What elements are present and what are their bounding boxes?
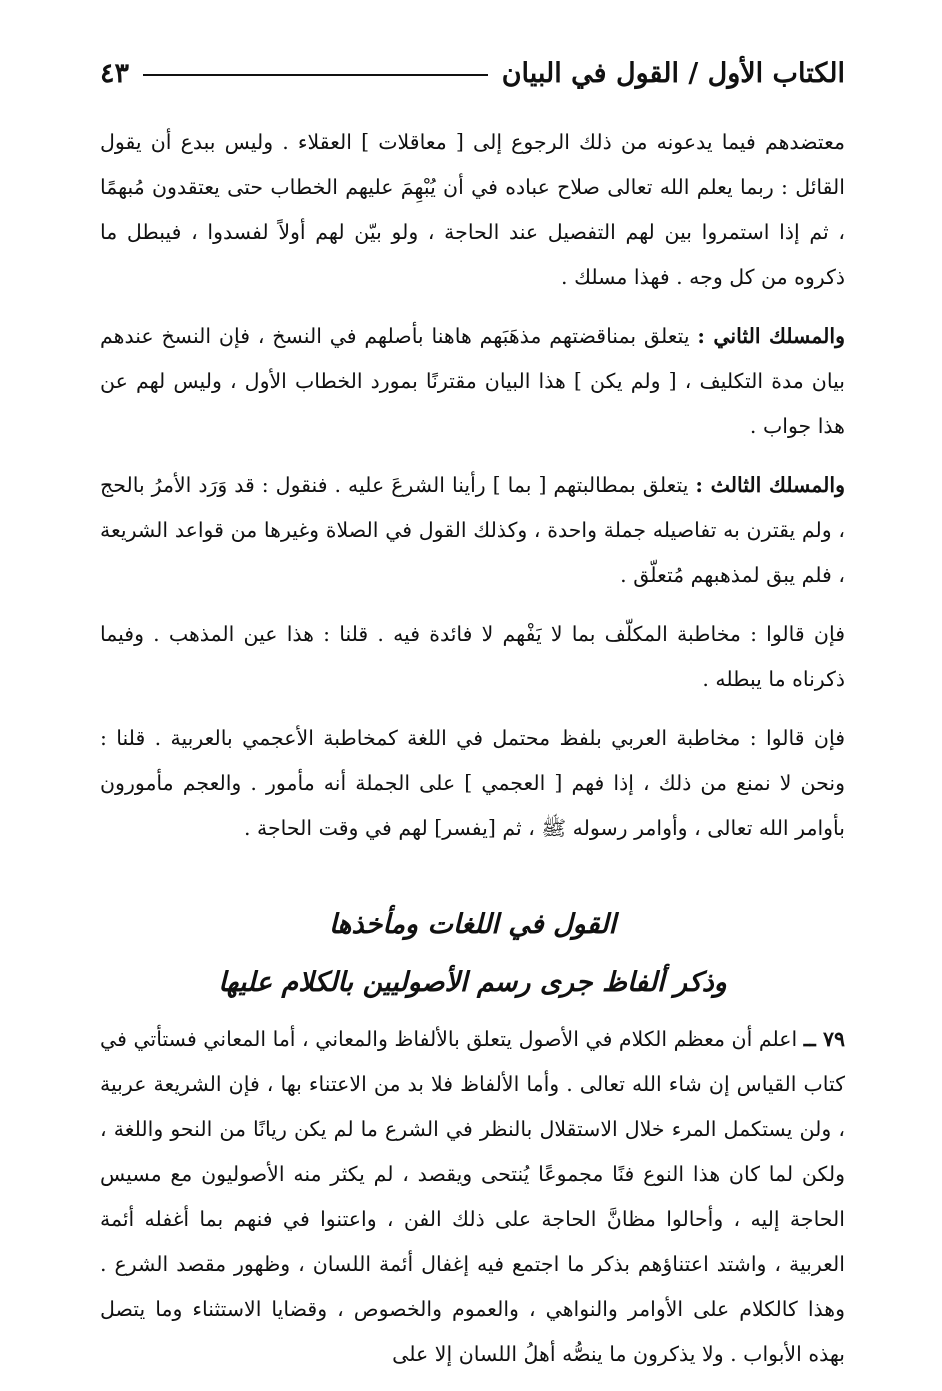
paragraph-number: ٧٩ ــ <box>803 1027 845 1051</box>
section-heading-sub: وذكر ألفاظ جرى رسم الأصوليين بالكلام عليها <box>218 967 727 998</box>
paragraph-text: يتعلق بمطالبتهم [ بما ] رأينا الشرعَ عليه . فنقول : قد وَرَد الأمرُ بالحج ، ولم يقترن به تفاصيله جملة واحدة ، وكذلك القول في الصلاة وغيرها من قواعد الشريعة ، فلم يبق لمذهبهم مُتعلّق . <box>100 473 845 587</box>
page-number: ٤٣ <box>100 57 130 89</box>
paragraph-lead: والمسلك الثالث : <box>695 473 845 497</box>
paragraph-text: فإن قالوا : مخاطبة المكلّف بما لا يَفْهم لا فائدة فيه . قلنا : هذا عين المذهب . وفيما ذكرناه ما يبطله . <box>100 622 845 691</box>
section-heading-main: القول في اللغات ومأخذها <box>329 909 616 940</box>
paragraph-3 <box>100 463 845 598</box>
paragraph-1 <box>100 120 845 300</box>
paragraph-4 <box>100 612 845 702</box>
paragraph-text: يتعلق بمناقضتهم مذهَبَهم هاهنا بأصلهم في النسخ ، فإن النسخ عندهم بيان مدة التكليف ، [ ولم يكن ] هذا البيان مقترنًا بمورد الخطاب الأول ، وليس لهم عن هذا جواب . <box>100 324 845 438</box>
paragraph-lead: والمسلك الثاني : <box>697 324 845 348</box>
paragraph-text: فإن قالوا : مخاطبة العربي بلفظ محتمل في اللغة كمخاطبة الأعجمي بالعربية . قلنا : ونحن لا نمنع من ذلك ، إذا فهم [ العجمي ] على الجملة أنه مأمور . والعجم مأمورون بأوامر الله تعالى ، وأوامر رسوله ﷺ ، ثم [يفسر] لهم في وقت الحاجة . <box>100 726 845 840</box>
paragraph-2 <box>100 314 845 449</box>
numbered-paragraph-79 <box>100 1017 845 1377</box>
header-rule <box>143 74 488 76</box>
running-header <box>100 48 845 98</box>
running-title: الكتاب الأول / القول في البيان <box>501 57 845 89</box>
book-page <box>100 48 845 1391</box>
paragraph-text: معتضدهم فيما يدعونه من ذلك الرجوع إلى [ معاقلات ] العقلاء . وليس ببدع أن يقول القائل : ربما يعلم الله تعالى صلاح عباده في أن يُبْهِمَ عليهم الخطاب حتى يعتقدون مُبهمًا ، ثم إذا استمروا بين لهم التفصيل عند الحاجة ، ولو بيّن لهم أولاً لفسدوا ، فيبطل ما ذكروه من كل وجه . فهذا مسلك . <box>100 130 845 289</box>
body-text <box>100 120 845 1377</box>
section-headings <box>100 903 845 1005</box>
paragraph-5 <box>100 716 845 851</box>
paragraph-text: اعلم أن معظم الكلام في الأصول يتعلق بالألفاظ والمعاني ، أما المعاني فستأتي في كتاب القياس إن شاء الله تعالى . وأما الألفاظ فلا بد من الاعتناء بها ، فإن الشريعة عربية ، ولن يستكمل المرء خلال الاستقلال بالنظر في الشرع ما لم يكن ريانًا من النحو واللغة ، ولكن لما كان هذا النوع فنًا مجموعًا يُنتحى ويقصد ، لم يكثر منه الأصوليون مع مسيس الحاجة إليه ، وأحالوا مظانَّ الحاجة على ذلك الفن ، واعتنوا في فنهم بما أغفله أئمة العربية ، واشتد اعتناؤهم بذكر ما اجتمع فيه إغفال أئمة اللسان ، وظهور مقصد الشرع . وهذا كالكلام على الأوامر والنواهي ، والعموم والخصوص ، وقضايا الاستثناء وما يتصل بهذه الأبواب . ولا يذكرون ما ينصُّه أهلُ اللسان إلا على <box>100 1027 845 1366</box>
